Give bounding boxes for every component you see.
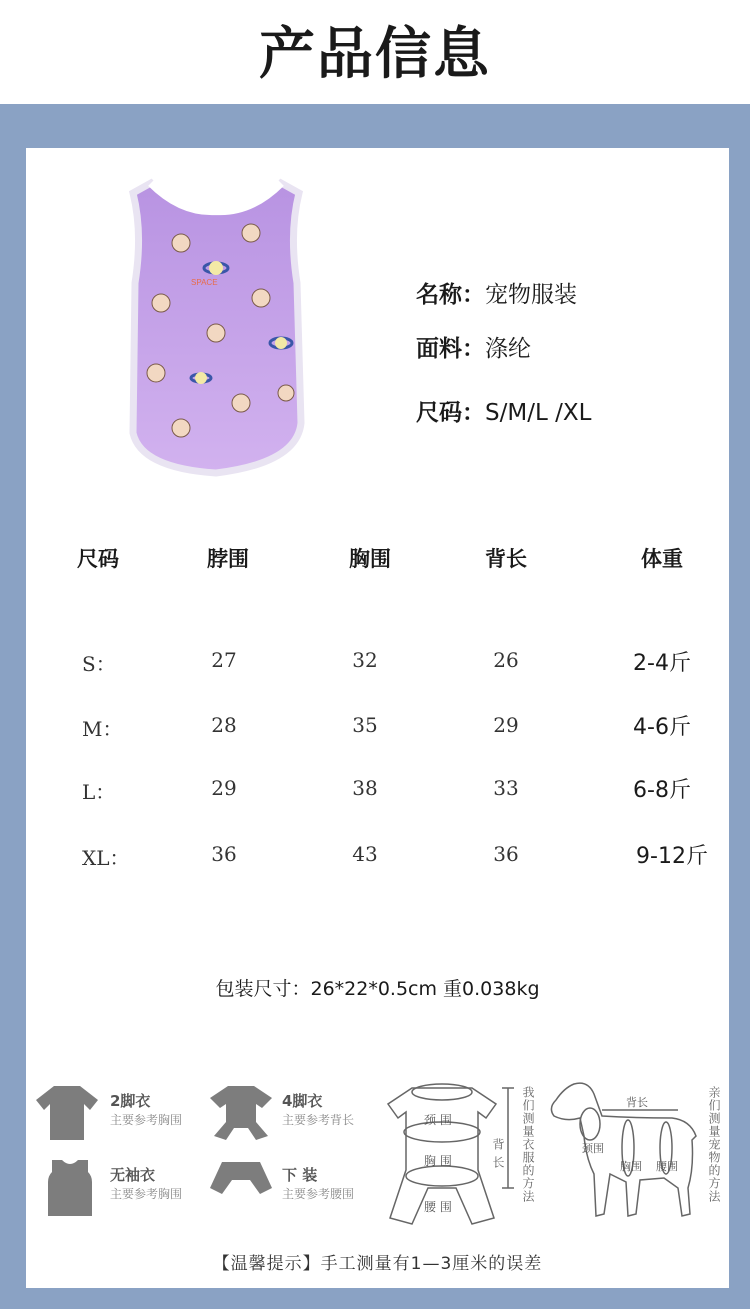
content-panel	[26, 148, 729, 1288]
guide-sub: 主要参考胸围	[110, 1113, 183, 1127]
chest-cell: 43	[352, 842, 378, 866]
neck-cell: 28	[211, 713, 237, 737]
product-name-value: 宠物服装	[485, 282, 577, 308]
tshirt-icon	[34, 1082, 100, 1142]
product-size	[416, 394, 591, 427]
size-table-header: 胸围	[349, 547, 391, 571]
back-cell: 33	[493, 776, 519, 800]
guide-title: 无袖衣	[110, 1166, 156, 1184]
weight-cell: 4-6斤	[633, 715, 691, 740]
guide-title: 2脚衣	[110, 1092, 151, 1110]
measurement-guide	[26, 1078, 729, 1238]
chest-cell: 38	[352, 776, 378, 800]
weight-cell: 2-4斤	[633, 651, 691, 676]
dog-waist-label: 腰围	[656, 1160, 678, 1173]
guide-title: 4脚衣	[282, 1092, 323, 1110]
back-cell: 29	[493, 713, 519, 737]
page-title: 产品信息	[259, 22, 491, 87]
back-cell: 26	[493, 648, 519, 672]
product-material	[416, 330, 531, 363]
sleeveless-icon	[42, 1158, 98, 1218]
product-material-value: 涤纶	[485, 336, 531, 362]
neck-cell: 29	[211, 776, 237, 800]
guide-sub: 主要参考腰围	[282, 1187, 355, 1201]
size-table-header: 尺码	[77, 547, 119, 571]
dog-chest-label: 胸围	[620, 1160, 642, 1173]
measurement-tip: 【温馨提示】手工测量有1—3厘米的误差	[212, 1254, 543, 1274]
chest-cell: 35	[352, 713, 378, 737]
vest-print-text: SPACE	[191, 278, 218, 287]
weight-cell: 6-8斤	[633, 778, 691, 803]
package-info: 包装尺寸：26*22*0.5cm 重0.038kg	[215, 978, 540, 1000]
guide-title: 下 装	[282, 1166, 318, 1184]
chest-cell: 32	[352, 648, 378, 672]
guide-sub: 主要参考背长	[282, 1113, 355, 1127]
pants-icon	[208, 1158, 274, 1218]
product-name-label: 名称：	[416, 282, 485, 308]
size-table-header: 体重	[641, 547, 683, 571]
size-table-header: 背长	[485, 547, 527, 571]
size-cell: L：	[82, 780, 116, 804]
size-cell: M：	[82, 717, 123, 741]
back-cell: 36	[493, 842, 519, 866]
product-size-value: S/M/L /XL	[485, 400, 592, 426]
product-image	[121, 173, 311, 483]
product-size-label: 尺码：	[416, 400, 485, 426]
product-material-label: 面料：	[416, 336, 485, 362]
garment-back-label: 背 长	[491, 1138, 505, 1169]
neck-cell: 27	[211, 648, 237, 672]
product-name	[416, 276, 577, 309]
weight-cell: 9-12斤	[636, 844, 708, 869]
header	[0, 0, 750, 104]
content-frame	[0, 104, 750, 1309]
neck-cell: 36	[211, 842, 237, 866]
garment-neck-label: 颈 围	[424, 1113, 452, 1127]
dog-method-text: 亲们测量宠物的方法	[707, 1086, 721, 1203]
garment-chest-label: 胸 围	[424, 1154, 452, 1168]
dog-back-label: 背长	[626, 1096, 648, 1109]
dog-neck-label: 颈围	[582, 1142, 604, 1155]
four-leg-suit-icon	[208, 1082, 274, 1142]
size-cell: S：	[82, 652, 116, 676]
size-table-header: 脖围	[207, 547, 249, 571]
garment-method-text: 我们测量衣服的方法	[521, 1086, 535, 1203]
dog-measure-diagram	[544, 1078, 704, 1228]
guide-sub: 主要参考胸围	[110, 1187, 183, 1201]
size-cell: XL：	[82, 846, 130, 870]
garment-waist-label: 腰 围	[424, 1200, 452, 1214]
